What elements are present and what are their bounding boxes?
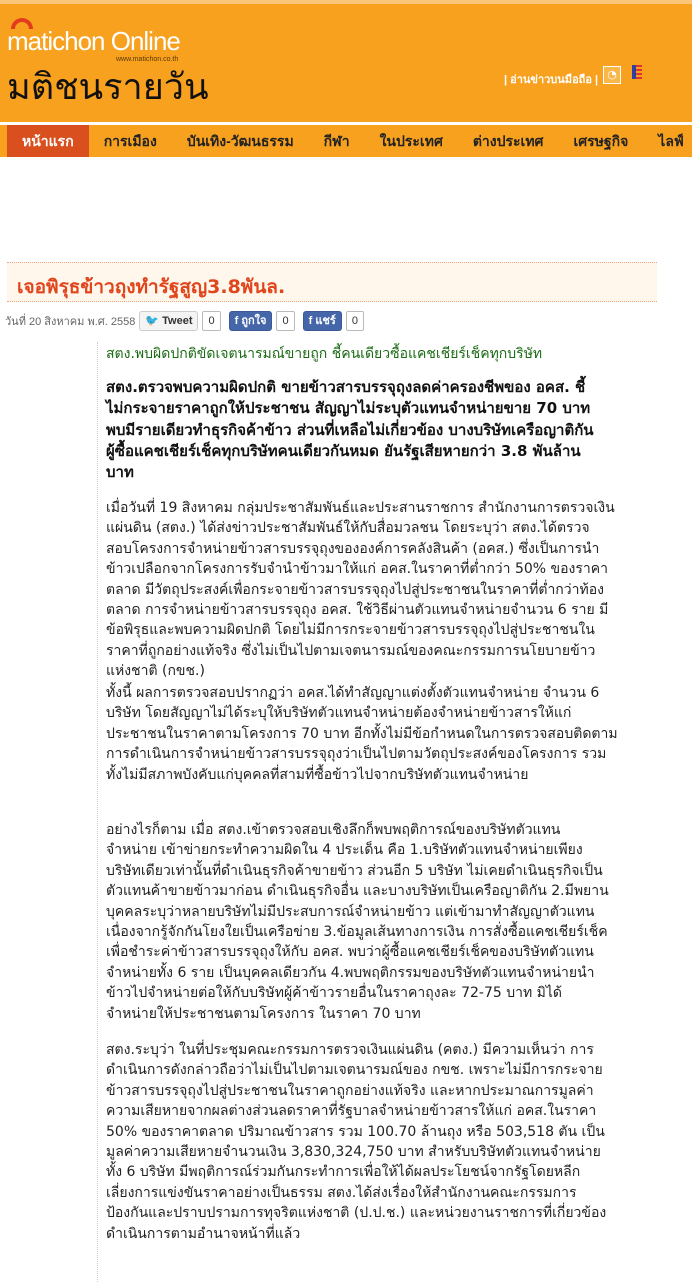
mobile-news-link[interactable]: | อ่านข่าวบนมือถือ | — [504, 74, 599, 86]
logo-url: www.matichon.co.th — [116, 56, 179, 63]
article-lead — [106, 377, 594, 483]
text-line: ประชาชนในราคาตามโครงการ 70 บาท อีกทั้งไม่มีข้อกำหนดในการตรวจสอบติดตาม — [106, 725, 618, 742]
text-line: สตง.ตรวจพบความผิดปกติ ขายข้าวสารบรรจุถุงลดค่าครองชีพของ อคส. ชี้ — [106, 378, 586, 396]
text-line: บุคคลระบุว่าหลายบริษัทไม่มีประสบการณ์จำหน่ายข้าว แต่เข้ามาทำสัญญาตัวแทน — [106, 903, 595, 920]
nav-sports[interactable]: กีฬา — [323, 133, 350, 149]
text-line: 50% ของราคาตลาด ปริมาณข้าวสาร รวม 100.70 ล้านถุง หรือ 503,518 ตัน เป็น — [106, 1123, 605, 1140]
article-title-box — [7, 262, 657, 302]
text-line: จำหน่าย เข้าข่ายกระทำความผิดใน 4 ประเด็น คือ 1.บริษัทตัวแทนจำหน่ายเพียง — [106, 842, 583, 859]
like-widget — [229, 311, 295, 331]
share-widget — [303, 311, 364, 331]
article-title: เจอพิรุธข้าวถุงทำรัฐสูญ3.8พันล. — [17, 276, 286, 298]
text-line: ผู้ซื้อแคชเชียร์เช็คทุกบริษัทคนเดียวกันหมด ยันรัฐเสียหายกว่า 3.8 พันล้าน — [106, 441, 581, 460]
article-paragraph — [106, 1040, 606, 1244]
like-button[interactable] — [229, 311, 273, 331]
facebook-icon: f — [308, 315, 313, 327]
text-line: เพื่อชำระค่าข้าวสารบรรจุถุงให้กับ อคส. พบว่าผู้ซื้อแคชเชียร์เช็คของบริษัทตัวแทน — [106, 944, 594, 961]
text-line: สอบโครงการจำหน่ายข้าวสารบรรจุถุงขององค์การคลังสินค้า (อคส.) ซึ่งเป็นการนำ — [106, 540, 600, 557]
nav-foreign[interactable]: ต่างประเทศ — [472, 133, 544, 149]
article-subtitle: สตง.พบผิดปกติขัดเจตนารมณ์ขายถูก ชี้คนเดียวซื้อแคชเชียร์เช็คทุกบริษัท — [106, 346, 543, 362]
article-paragraph — [106, 820, 609, 1024]
divider — [97, 342, 98, 1282]
text-line: ดำเนินการตามอำนาจหน้าที่แล้ว — [106, 1225, 301, 1242]
text-line: เมื่อวันที่ 19 สิงหาคม กลุ่มประชาสัมพันธ์และประสานราชการ สำนักงานการตรวจเงิน — [106, 500, 615, 516]
article-paragraph — [106, 683, 618, 785]
text-line: เลี่ยงการแข่งขันราคาอย่างเป็นธรรม สตง.ได้ส่งเรื่องให้สำนักงานคณะกรรมการ — [106, 1184, 577, 1201]
share-label: แชร์ — [315, 315, 336, 327]
text-line: บริษัท โดยสัญญาไม่ได้ระบุให้บริษัทตัวแทนจำหน่ายต้องจำหน่ายข้าวสารให้แก่ — [106, 705, 572, 722]
text-line: ไม่กระจายราคาถูกให้ประชาชน สัญญาไม่ระบุตัวแทนจำหน่ายขาย 70 บาท — [106, 399, 591, 418]
nav-domestic[interactable]: ในประเทศ — [379, 133, 443, 149]
rss-icon[interactable]: ◔ — [603, 66, 621, 84]
text-line: ตัวแทนค้าขายข้าวมาก่อน ดำเนินธุรกิจอื่น และบางบริษัทเป็นเครือญาติกัน 2.มีพยาน — [106, 883, 609, 900]
text-line: ข้าวไปจำหน่ายต่อให้กับบริษัทผู้ค้าข้าวรายอื่นในราคาถุงละ 72-75 บาท มิได้ — [106, 985, 563, 1002]
text-line: มูลค่าความเสียหายจำนวนเงิน 3,830,324,750 บาท สำหรับบริษัทตัวแทนจำหน่าย — [106, 1144, 601, 1161]
tweet-widget — [139, 311, 220, 331]
site-header — [0, 0, 692, 122]
nav-economy[interactable]: เศรษฐกิจ — [573, 133, 629, 149]
text-line: ทั้งไม่มีสภาพบังคับแก่บุคคลที่สามที่ซื้อข้าวไปจากบริษัทตัวแทนจำหน่าย — [106, 766, 529, 783]
text-line: ตลาด มีวัตถุประสงค์เพื่อกระจายข้าวสารบรรจุถุงไปสู่ประชาชนในราคาที่ต่ำกว่าท้อง — [106, 581, 604, 598]
article-meta-row — [5, 311, 372, 331]
text-line: จำหน่ายทั้ง 6 ราย เป็นบุคคลเดียวกัน 4.พบพฤติกรรมของบริษัทตัวแทนจำหน่ายนำ — [106, 964, 595, 981]
like-count: 0 — [276, 311, 294, 331]
text-line: สตง.ระบุว่า ในที่ประชุมคณะกรรมการตรวจเงินแผ่นดิน (คตง.) มีความเห็นว่า การ — [106, 1042, 594, 1058]
text-line: ความเสียหายจากผลต่างส่วนลดราคาที่รัฐบาลจำหน่ายข้าวสารให้แก่ อคส.ในราคา — [106, 1103, 597, 1120]
tweet-button[interactable] — [139, 311, 198, 331]
logo-matichon-daily[interactable]: มติชนรายวัน — [7, 66, 209, 107]
tweet-label: Tweet — [162, 315, 193, 327]
nav-politics[interactable]: การเมือง — [103, 133, 157, 149]
article-paragraph — [106, 498, 615, 682]
text-line: พบมีรายเดียวทำธุรกิจค้าข้าว ส่วนที่เหลือไม่เกี่ยวข้อง บางบริษัทเครือญาติกัน — [106, 420, 594, 439]
text-line: อย่างไรก็ตาม เมื่อ สตง.เข้าตรวจสอบเชิงลึกก็พบพฤติการณ์ของบริษัทตัวแทน — [106, 822, 561, 838]
text-line: ข้าวสารบรรจุถุงไปสู่ประชาชนในราคาถูกอย่างแท้จริง และหากประมาณการมูลค่า — [106, 1082, 594, 1099]
text-line: ดำเนินการดังกล่าวถือว่าไม่เป็นไปตามเจตนารมณ์ของ กขช. เพราะไม่มีการกระจาย — [106, 1062, 603, 1079]
text-line: ตลาด การจำหน่ายข้าวสารบรรจุถุง อคส. ใช้วิธีผ่านตัวแทนจำหน่ายจำนวน 6 ราย มี — [106, 602, 609, 619]
share-button[interactable] — [303, 311, 342, 331]
text-line: แผ่นดิน (สตง.) ได้ส่งข่าวประชาสัมพันธ์ให้กับสื่อมวลชน โดยระบุว่า สตง.ได้ตรวจ — [106, 520, 590, 537]
text-line: บริษัทเดียวเท่านั้นที่ดำเนินธุรกิจค้าขายข้าว ส่วนอีก 5 บริษัท ไม่เคยดำเนินธุรกิจเป็น — [106, 862, 603, 879]
text-line: ข้าวเปลือกจากโครงการรับจำนำข้าวมาให้แก่ อคส.ในราคาที่ต่ำกว่า 50% ของราคา — [106, 561, 608, 578]
like-label: ถูกใจ — [241, 315, 267, 327]
text-line: เนื่องจากรู้จักกันโยงใยเป็นเครือข่าย 3.ข้อมูลเส้นทางการเงิน การสั่งซื้อแคชเชียร์เช็ค — [106, 924, 608, 941]
nav-lifestyle[interactable]: ไลฟ์ — [658, 133, 684, 149]
main-nav — [0, 125, 692, 157]
nav-entertainment[interactable]: บันเทิง-วัฒนธรรม — [186, 133, 294, 149]
text-line: จำหน่ายให้ประชาชนตามโครงการ ในราคา 70 บาท — [106, 1005, 421, 1022]
twitter-icon: 🐦 — [145, 315, 160, 327]
text-line: ป้องกันและปราบปรามการทุจริตแห่งชาติ (ป.ป.ช.) และหน่วยงานราชการที่เกี่ยวข้อง — [106, 1205, 607, 1222]
logo-matichon-online[interactable]: matichon Online — [7, 26, 180, 56]
share-count: 0 — [346, 311, 364, 331]
nav-home[interactable]: หน้าแรก — [7, 125, 89, 157]
text-line: ทั้งนี้ ผลการตรวจสอบปรากฏว่า อคส.ได้ทำสัญญาแต่งตั้งตัวแทนจำหน่าย จำนวน 6 — [106, 685, 600, 701]
text-line: บาท — [106, 463, 134, 482]
bookmark-icon[interactable] — [632, 65, 642, 79]
text-line: ราคาที่ถูกอย่างแท้จริง ซึ่งไม่เป็นไปตามเจตนารมณ์ของคณะกรรมการนโยบายข้าว — [106, 642, 596, 659]
text-line: การดำเนินการจำหน่ายข้าวสารบรรจุถุงว่าเป็นไปตามวัตถุประสงค์ของโครงการ รวม — [106, 746, 607, 763]
facebook-icon: f — [234, 315, 239, 327]
article-date: วันที่ 20 สิงหาคม พ.ศ. 2558 — [5, 316, 136, 328]
text-line: ข้อพิรุธและพบความผิดปกติ โดยไม่มีการกระจายข้าวสารบรรจุถุงไปสู่ประชาชนใน — [106, 622, 595, 639]
text-line: แห่งชาติ (กขช.) — [106, 663, 205, 680]
text-line: ทั้ง 6 บริษัท มีพฤติการณ์ร่วมกันกระทำการเพื่อให้ได้ผลประโยชน์จากรัฐโดยหลีก — [106, 1164, 581, 1181]
tweet-count: 0 — [202, 311, 220, 331]
